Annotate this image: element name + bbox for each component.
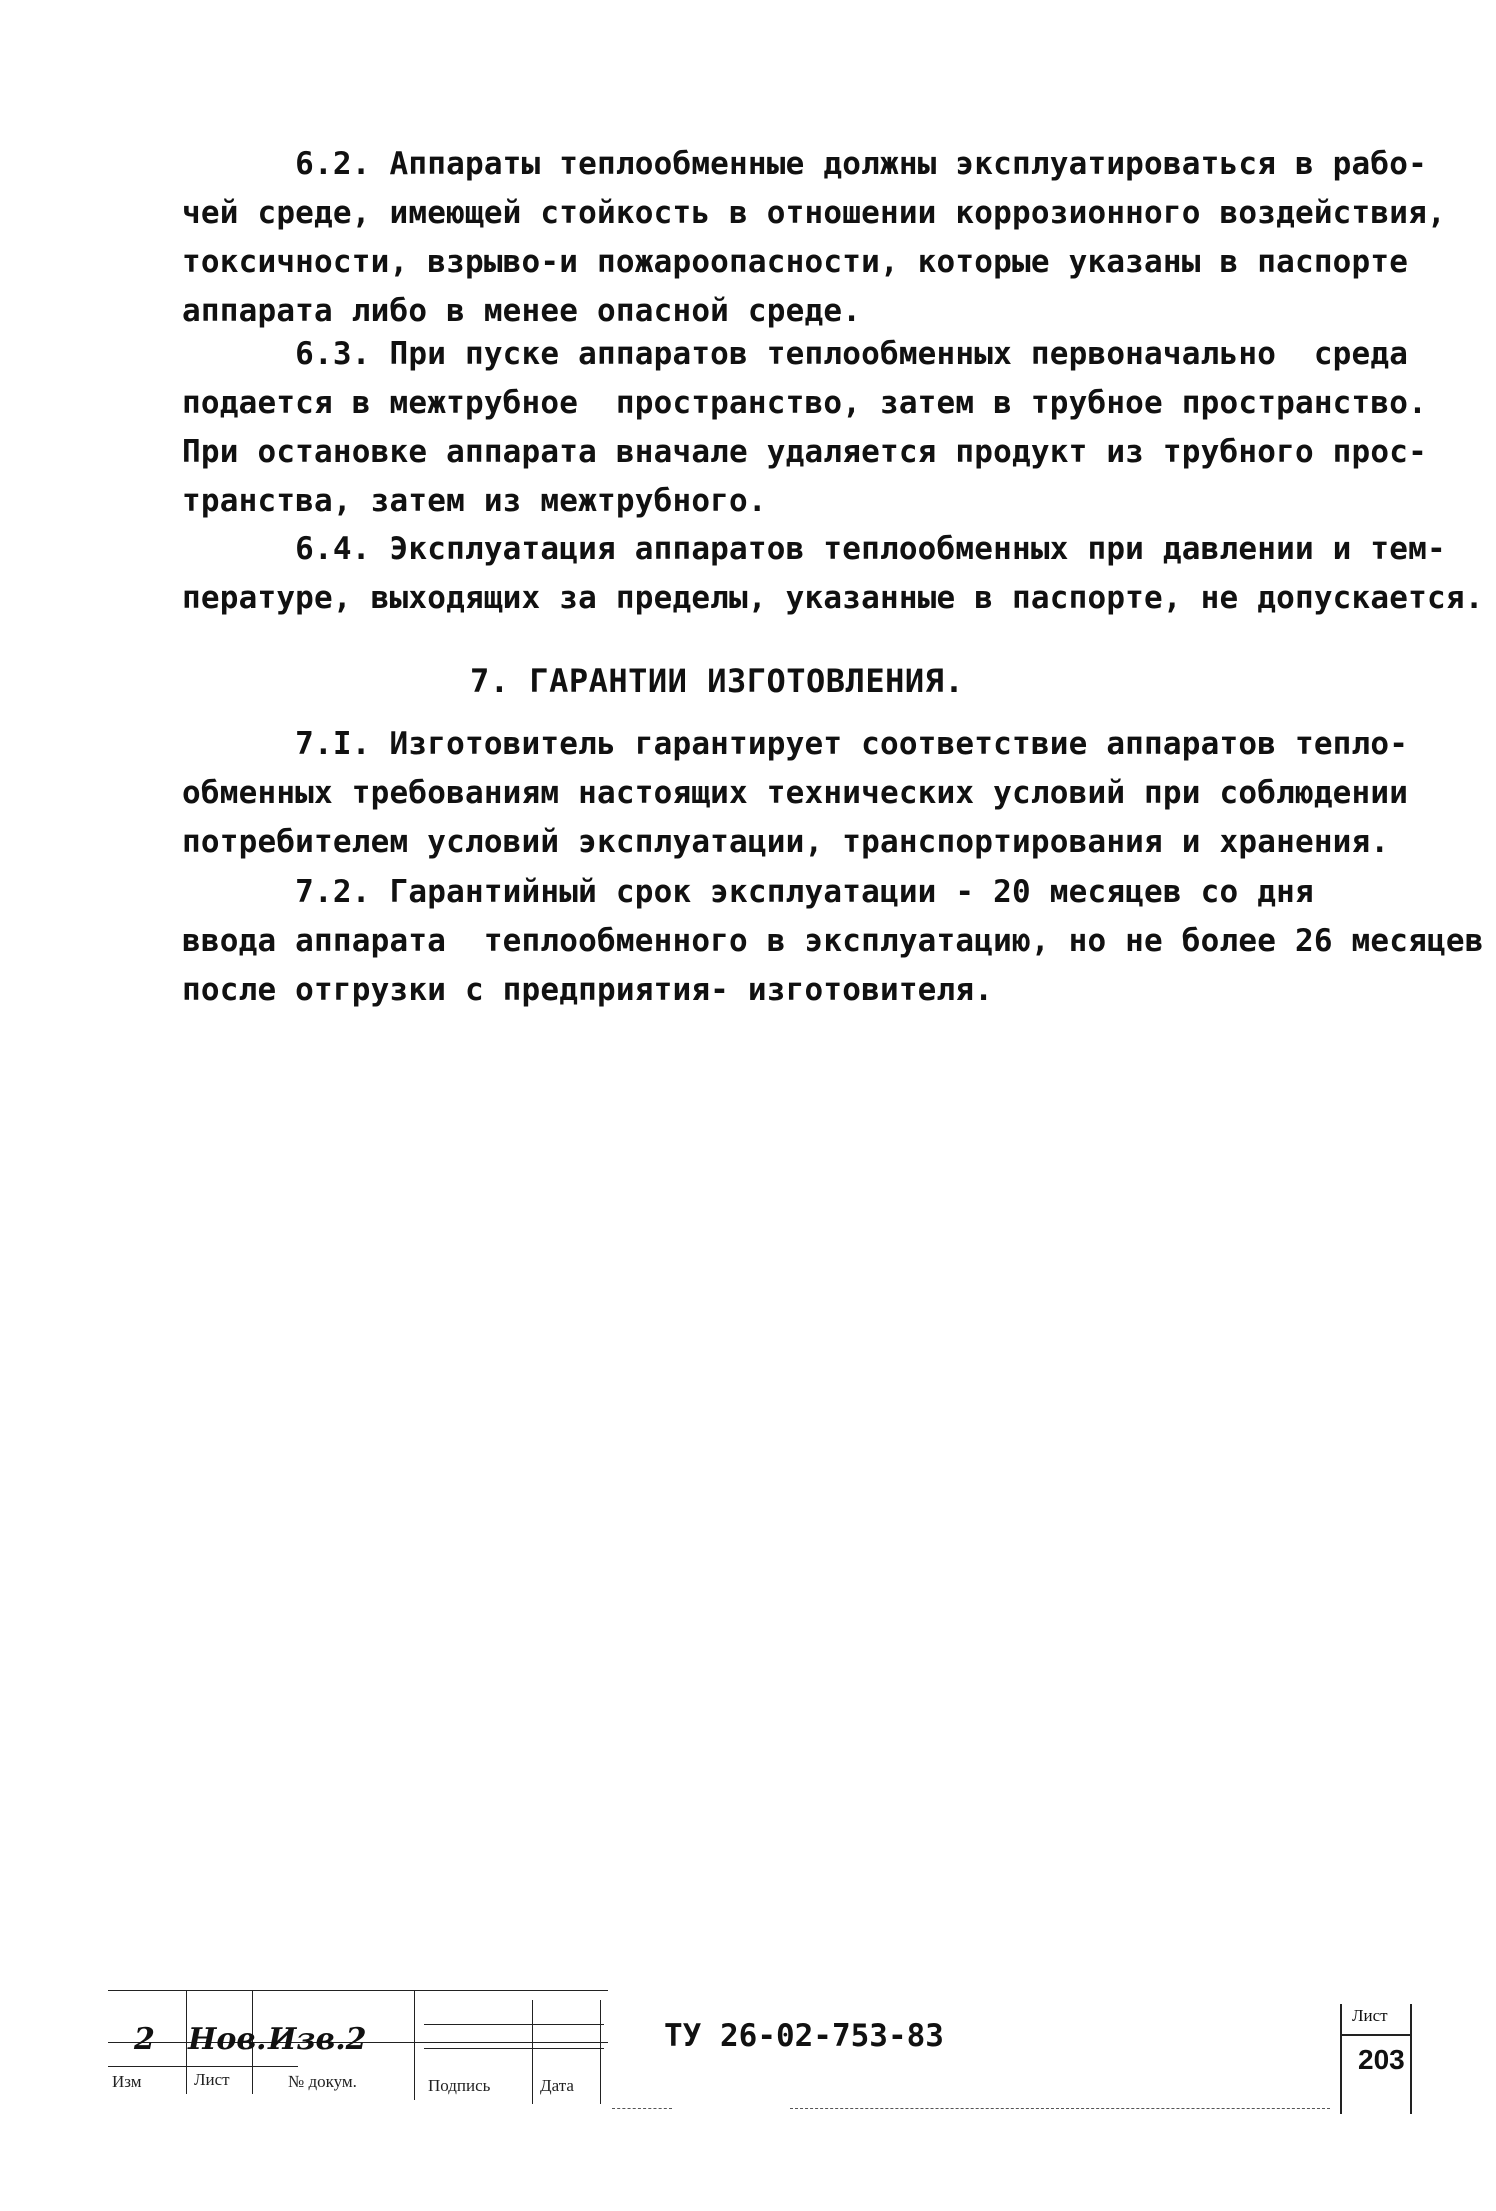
text-line: после отгрузки с предприятия- изготовителя. <box>182 972 994 1008</box>
caption-sheet: Лист <box>194 2070 230 2089</box>
dashed-rule <box>612 2108 672 2109</box>
sheet-number: 203 <box>1358 2044 1405 2075</box>
text-line: транства, затем из межтрубного. <box>182 483 767 519</box>
paragraph-6-3 <box>182 330 1432 526</box>
text-line: 6.3. При пуске аппаратов теплообменных первоначально среда <box>182 336 1409 372</box>
paragraph-7-2 <box>182 868 1484 1015</box>
title-block <box>108 1990 618 2100</box>
sheet-entry: Нов. <box>188 2022 267 2057</box>
caption-date: Дата <box>540 2076 574 2095</box>
sheet-label: Лист <box>1352 2006 1388 2025</box>
text-line: потребителем условий эксплуатации, транспортирования и хранения. <box>182 824 1390 860</box>
text-line: 6.2. Аппараты теплообменные должны эксплуатироваться в рабо- <box>182 146 1427 182</box>
text-line: токсичности, взрыво-и пожароопасности, которые указаны в паспорте <box>182 244 1409 280</box>
text-line: подается в межтрубное пространство, затем в трубное пространство. <box>182 385 1427 421</box>
text-line: чей среде, имеющей стойкость в отношении коррозионного воздействия, <box>182 195 1446 231</box>
document-code: ТУ 26-02-753-83 <box>664 2018 944 2054</box>
text-line: ввода аппарата теплообменного в эксплуатацию, но не более 26 месяцев <box>182 923 1484 959</box>
dashed-rule <box>790 2108 1330 2109</box>
text-line: пературе, выходящих за пределы, указанные в паспорте, не допускается. <box>182 580 1484 616</box>
document-entry: Изв.2 <box>268 2022 367 2057</box>
paragraph-7-1 <box>182 720 1432 867</box>
paragraph-6-2 <box>182 140 1446 336</box>
paragraph-6-4 <box>182 525 1484 623</box>
section-heading: 7. ГАРАНТИИ ИЗГОТОВЛЕНИЯ. <box>470 662 965 700</box>
text-line: 7.2. Гарантийный срок эксплуатации - 20 месяцев со дня <box>182 874 1314 910</box>
text-line: 6.4. Эксплуатация аппаратов теплообменных при давлении и тем- <box>182 531 1446 567</box>
text-line: аппарата либо в менее опасной среде. <box>182 293 862 329</box>
change-number: 2 <box>134 2022 155 2057</box>
text-line: 7.I. Изготовитель гарантирует соответствие аппаратов тепло- <box>182 726 1409 762</box>
caption-signature: Подпись <box>428 2076 491 2095</box>
sheet-number-box <box>1340 2004 1414 2114</box>
caption-change: Изм <box>112 2072 142 2091</box>
caption-document: № докум. <box>288 2072 357 2091</box>
text-line: При остановке аппарата вначале удаляется продукт из трубного прос- <box>182 434 1427 470</box>
text-line: обменных требованиям настоящих технических условий при соблюдении <box>182 775 1409 811</box>
